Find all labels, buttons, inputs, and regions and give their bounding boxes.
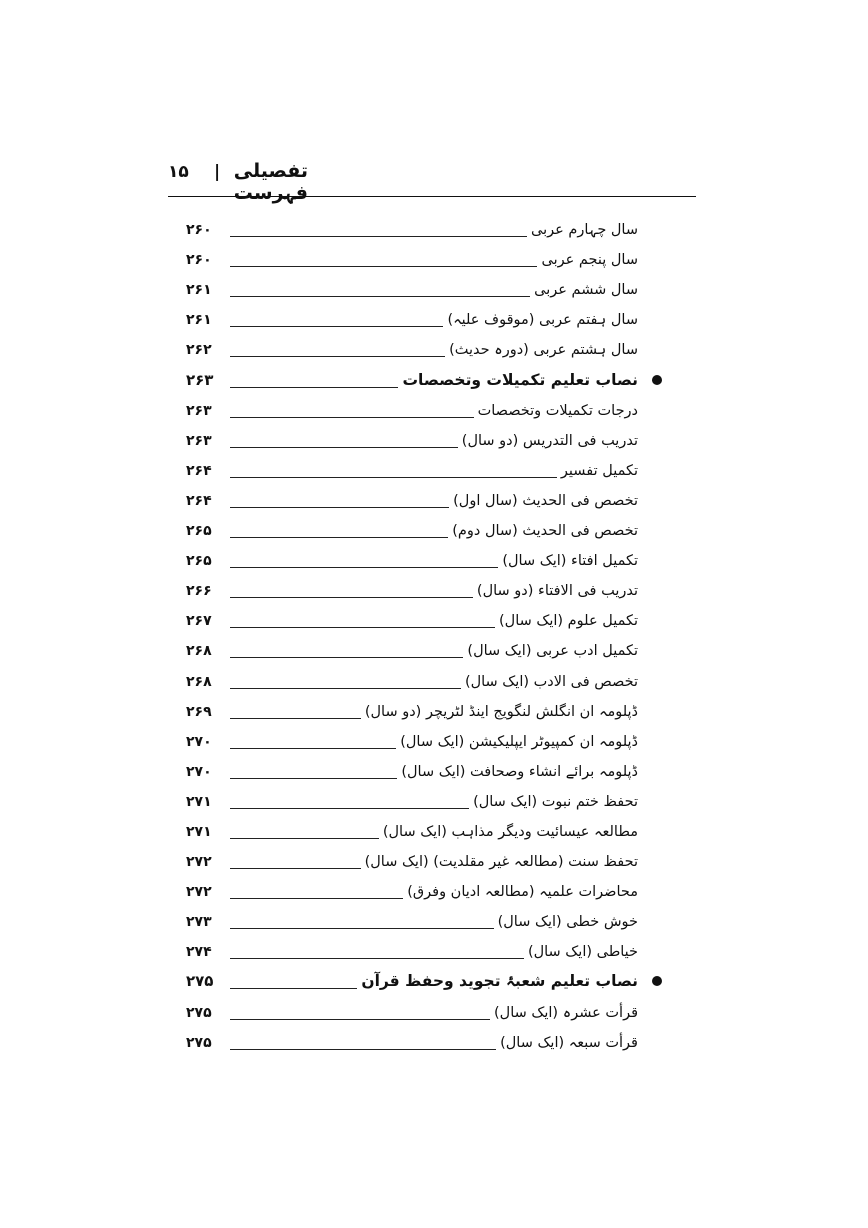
toc-page-number: ۲۶۸: [186, 643, 212, 660]
toc-entry-title: سال ہشتم عربی (دورہ حدیث): [449, 342, 638, 359]
table-of-contents: [186, 212, 662, 1055]
toc-entry-title: تکمیل ادب عربی (ایک سال): [467, 643, 638, 660]
toc-leader-line: [230, 718, 361, 719]
toc-entry-title: سال ہفتم عربی (موقوف علیہ): [447, 312, 638, 329]
toc-entry: [186, 633, 662, 663]
toc-entry: [186, 393, 662, 423]
toc-entry-title: خیاطی (ایک سال): [527, 944, 638, 961]
toc-entry-title: ڈپلومہ ان کمپیوٹر ایپلیکیشن (ایک سال): [400, 733, 638, 750]
toc-leader-line: [230, 657, 463, 658]
toc-page-number: ۲۷۳: [186, 914, 212, 931]
toc-entry-title: تدریب فی التدریس (دو سال): [461, 432, 638, 449]
toc-leader-line: [230, 1019, 490, 1020]
toc-page-number: ۲۶۲: [186, 342, 212, 359]
toc-entry: [186, 242, 662, 272]
toc-leader-line: [230, 748, 396, 749]
toc-page-number: ۲۶۴: [186, 492, 212, 509]
toc-entry: [186, 754, 662, 784]
toc-page-number: ۲۷۴: [186, 944, 212, 961]
toc-leader-line: [230, 868, 361, 869]
toc-page-number: ۲۶۳: [186, 402, 212, 419]
toc-page-number: ۲۶۸: [186, 673, 212, 690]
toc-leader-line: [230, 1049, 496, 1050]
toc-entry-title: تحفظ سنت (مطالعہ غیر مقلدیت) (ایک سال): [364, 854, 638, 871]
toc-entry-title: تخصص فی الحدیث (سال دوم): [452, 523, 638, 540]
toc-entry: [186, 513, 662, 543]
toc-entry: [186, 784, 662, 814]
toc-entry: [186, 904, 662, 934]
toc-entry-title: تکمیل علوم (ایک سال): [499, 613, 638, 630]
toc-section-entry: [186, 362, 662, 392]
toc-page-number: ۲۷۵: [186, 1004, 212, 1021]
toc-entry: [186, 844, 662, 874]
toc-page-number: ۲۶۳: [186, 432, 212, 449]
toc-section-entry: [186, 964, 662, 994]
toc-entry: [186, 603, 662, 633]
toc-entry-title: ڈپلومہ برائے انشاء وصحافت (ایک سال): [401, 763, 638, 780]
toc-entry: [186, 212, 662, 242]
toc-page-number: ۲۶۰: [186, 252, 212, 269]
toc-entry-title: درجات تکمیلات وتخصصات: [477, 402, 638, 419]
toc-leader-line: [230, 688, 461, 689]
toc-leader-line: [230, 266, 537, 267]
toc-page-number: ۲۶۵: [186, 523, 212, 540]
toc-leader-line: [230, 778, 397, 779]
toc-entry: [186, 423, 662, 453]
toc-entry: [186, 302, 662, 332]
toc-page-number: ۲۶۱: [186, 312, 212, 329]
toc-leader-line: [230, 988, 357, 989]
toc-page-number: ۲۶۵: [186, 553, 212, 570]
toc-entry: [186, 724, 662, 754]
toc-page-number: ۲۶۰: [186, 222, 212, 239]
header-rule: [168, 196, 696, 197]
toc-entry-title: تکمیل تفسیر: [560, 462, 638, 479]
toc-entry: [186, 814, 662, 844]
header-separator: |: [214, 162, 221, 182]
toc-entry-title: سال ششم عربی: [534, 282, 638, 299]
toc-page-number: ۲۶۴: [186, 462, 212, 479]
toc-entry: [186, 272, 662, 302]
toc-entry-title: تخصص فی الحدیث (سال اول): [453, 492, 638, 509]
toc-entry-title: نصاب تعلیم شعبۂ تجوید وحفظ قرآن: [361, 972, 638, 991]
toc-page-number: ۲۶۹: [186, 703, 212, 720]
toc-entry: [186, 994, 662, 1024]
bullet-icon: [652, 375, 662, 385]
toc-entry: [186, 332, 662, 362]
toc-page-number: ۲۷۱: [186, 823, 212, 840]
toc-entry-title: مطالعہ عیسائیت ودیگر مذاہب (ایک سال): [382, 823, 638, 840]
toc-page-number: ۲۷۲: [186, 884, 212, 901]
toc-page-number: ۲۷۵: [186, 1034, 212, 1051]
toc-entry: [186, 543, 662, 573]
page-title: تفصیلی فہرست: [233, 160, 308, 204]
toc-entry-title: سال پنجم عربی: [541, 252, 638, 269]
toc-page-number: ۲۷۵: [186, 972, 214, 991]
toc-entry: [186, 453, 662, 483]
toc-leader-line: [230, 447, 458, 448]
toc-entry-title: محاضرات علمیہ (مطالعہ ادیان وفرق): [407, 884, 638, 901]
toc-entry: [186, 694, 662, 724]
toc-entry: [186, 934, 662, 964]
toc-entry-title: خوش خطی (ایک سال): [497, 914, 638, 931]
toc-entry: [186, 483, 662, 513]
toc-leader-line: [230, 838, 379, 839]
toc-leader-line: [230, 898, 403, 899]
toc-leader-line: [230, 417, 474, 418]
toc-leader-line: [230, 808, 469, 809]
page-number: ۱۵: [168, 162, 189, 182]
page-header: [168, 160, 696, 204]
toc-page-number: ۲۶۶: [186, 583, 212, 600]
toc-entry: [186, 573, 662, 603]
toc-entry-title: تدریب فی الافتاء (دو سال): [476, 583, 638, 600]
toc-leader-line: [230, 627, 495, 628]
toc-leader-line: [230, 567, 498, 568]
toc-entry-title: تکمیل افتاء (ایک سال): [502, 553, 638, 570]
toc-entry-title: تحفظ ختم نبوت (ایک سال): [473, 793, 638, 810]
toc-leader-line: [230, 958, 524, 959]
toc-entry: [186, 663, 662, 693]
toc-leader-line: [230, 296, 530, 297]
toc-entry-title: تخصص فی الادب (ایک سال): [464, 673, 638, 690]
toc-page-number: ۲۶۱: [186, 282, 212, 299]
toc-entry-title: نصاب تعلیم تکمیلات وتخصصات: [402, 370, 638, 389]
toc-leader-line: [230, 236, 527, 237]
toc-entry-title: قرأت سبعہ (ایک سال): [500, 1034, 638, 1051]
toc-leader-line: [230, 477, 557, 478]
toc-entry-title: ڈپلومہ ان انگلش لنگویج اینڈ لٹریچر (دو سال): [364, 703, 638, 720]
toc-page-number: ۲۶۷: [186, 613, 212, 630]
toc-page-number: ۲۷۲: [186, 854, 212, 871]
toc-leader-line: [230, 326, 443, 327]
toc-leader-line: [230, 387, 398, 388]
toc-entry: [186, 1025, 662, 1055]
toc-page-number: ۲۶۳: [186, 370, 214, 389]
toc-leader-line: [230, 928, 494, 929]
toc-entry-title: قرأت عشرہ (ایک سال): [494, 1004, 638, 1021]
toc-entry-title: سال چہارم عربی: [531, 222, 638, 239]
toc-leader-line: [230, 537, 448, 538]
toc-leader-line: [230, 356, 445, 357]
toc-page-number: ۲۷۰: [186, 763, 212, 780]
toc-page-number: ۲۷۱: [186, 793, 212, 810]
toc-entry: [186, 874, 662, 904]
toc-leader-line: [230, 597, 473, 598]
bullet-icon: [652, 976, 662, 986]
toc-leader-line: [230, 507, 449, 508]
toc-page-number: ۲۷۰: [186, 733, 212, 750]
